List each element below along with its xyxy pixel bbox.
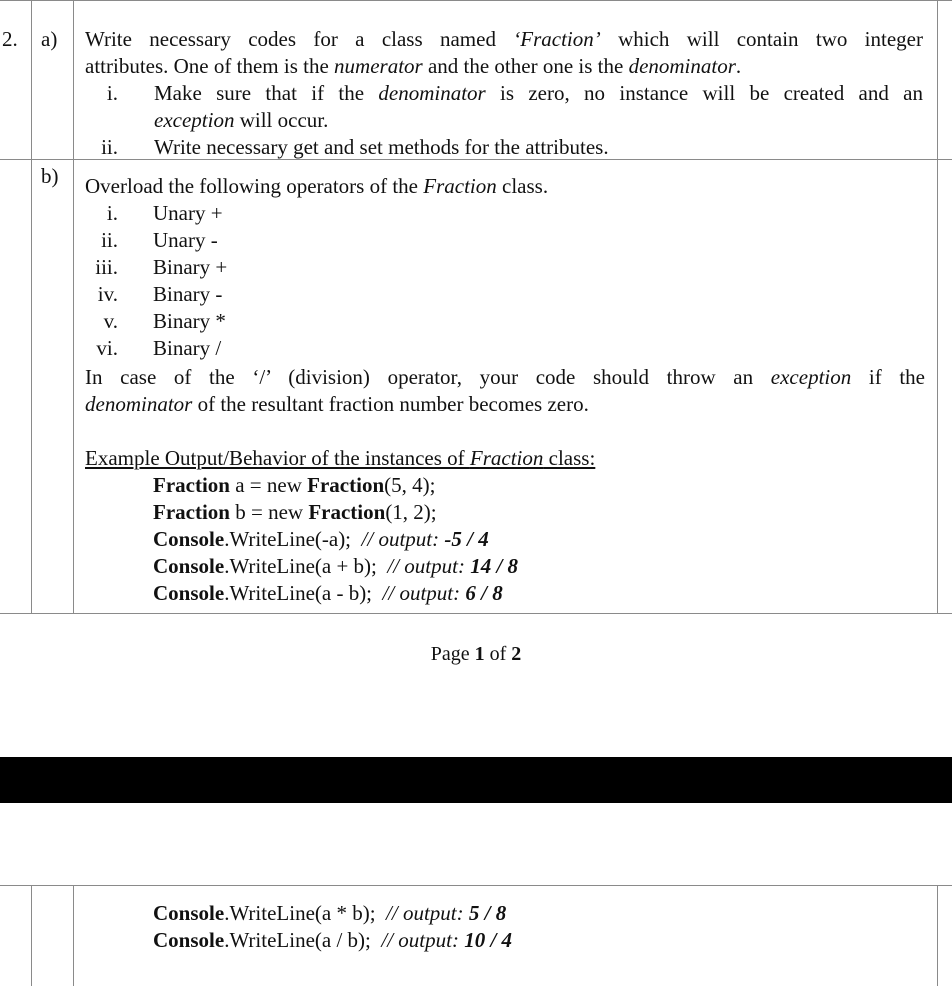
code-line-declare-b: Fraction b = new Fraction(1, 2); bbox=[153, 500, 437, 524]
part-a-intro-line-2: attributes. One of them is the numerator and the other one is the denominator. bbox=[85, 54, 742, 78]
column-rule-1 bbox=[31, 0, 32, 614]
table-bottom-border bbox=[0, 613, 952, 614]
column-rule-3 bbox=[937, 0, 938, 614]
code-line-binary-divide: Console.WriteLine(a / b); // output: 10 / 4 bbox=[153, 928, 513, 952]
code-line-binary-plus: Console.WriteLine(a + b); // output: 14 / 8 bbox=[153, 554, 519, 578]
operator-number: iv. bbox=[97, 282, 118, 306]
operator-label: Unary - bbox=[153, 228, 218, 252]
part-b-label: b) bbox=[41, 164, 59, 188]
column-rule-2 bbox=[73, 0, 74, 614]
operator-number: ii. bbox=[101, 228, 118, 252]
operator-number: i. bbox=[106, 201, 118, 225]
code-line-binary-minus: Console.WriteLine(a - b); // output: 6 / 8 bbox=[153, 581, 503, 605]
current-page: 1 bbox=[474, 643, 485, 665]
part-b-intro: Overload the following operators of the Fraction class. bbox=[85, 174, 549, 198]
example-heading: Example Output/Behavior of the instances of Fraction class: bbox=[85, 446, 596, 470]
operator-label: Binary / bbox=[153, 336, 222, 360]
page-indicator: Page 1 of 2 bbox=[430, 643, 522, 665]
part-a-item-ii-number: ii. bbox=[101, 135, 118, 159]
page-2-table-top-border bbox=[0, 885, 952, 886]
part-a-label: a) bbox=[41, 27, 58, 51]
operator-number: vi. bbox=[96, 336, 118, 360]
class-name-fraction: ‘Fraction’ bbox=[513, 27, 601, 51]
code-line-unary-minus: Console.WriteLine(-a); // output: -5 / 4 bbox=[153, 527, 489, 551]
page-2-column-rule-1 bbox=[31, 885, 32, 986]
operator-label: Binary + bbox=[153, 255, 228, 279]
operator-number: iii. bbox=[95, 255, 118, 279]
question-number: 2. bbox=[2, 27, 18, 51]
operator-number: v. bbox=[103, 309, 118, 333]
part-a-item-ii-text: Write necessary get and set methods for the attributes. bbox=[154, 135, 609, 159]
total-pages: 2 bbox=[511, 643, 522, 665]
division-note-line-2: denominator of the resultant fraction number becomes zero. bbox=[85, 392, 589, 416]
part-a-item-i-number: i. bbox=[106, 81, 118, 105]
operator-label: Unary + bbox=[153, 201, 223, 225]
operator-label: Binary * bbox=[153, 309, 226, 333]
page-break-band bbox=[0, 757, 952, 803]
part-a-item-i-line-2: exception will occur. bbox=[154, 108, 329, 132]
division-note-line-1: In case of the ‘/’ (division) operator, your code should throw an exception if the bbox=[85, 365, 926, 389]
page-2-column-rule-2 bbox=[73, 885, 74, 986]
operator-label: Binary - bbox=[153, 282, 223, 306]
code-line-binary-multiply: Console.WriteLine(a * b); // output: 5 / 8 bbox=[153, 901, 507, 925]
part-a-item-i-line-1: Make sure that if the denominator is zero, no instance will be created and an bbox=[154, 81, 924, 105]
page-2-column-rule-3 bbox=[937, 885, 938, 986]
code-line-declare-a: Fraction a = new Fraction(5, 4); bbox=[153, 473, 436, 497]
part-a-intro-line-1: Write necessary codes for a class named ‘Fraction’ which will contain two integer bbox=[85, 27, 923, 51]
table-top-border bbox=[0, 0, 952, 1]
